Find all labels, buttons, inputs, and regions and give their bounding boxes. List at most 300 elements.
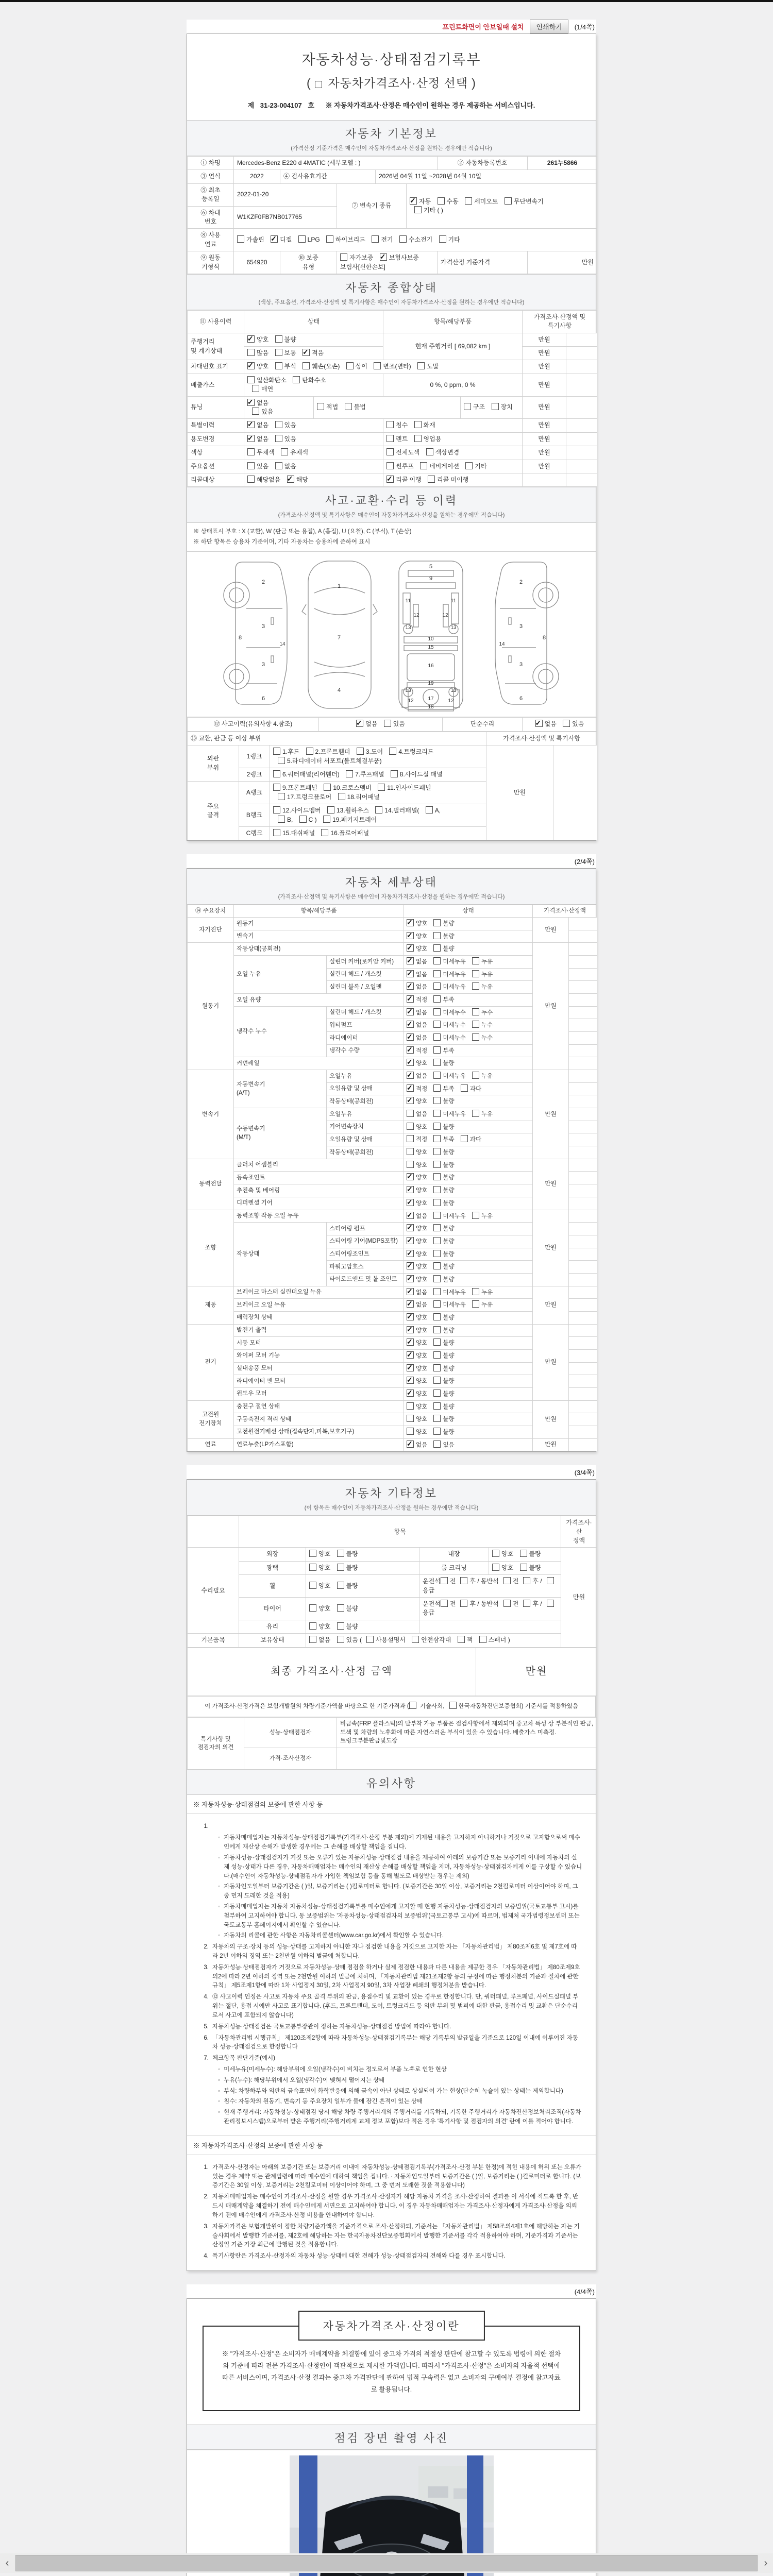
form-cell: 만원	[523, 460, 566, 473]
notice-item: 2. 자동차매매업자는 매수인이 가격조사·산정을 원할 경우 가격조사·산정자가 해당 자동차 가격을 조사·산정하여 결과를 이 서식에 적도록 한 후, 반드시 매매계약을 체결하기 전에 매수인에게 서면으로 고지하여야 합니다. 이 경우 자동차매매업자는 가격조사·산정자에게 가격조사·산정을 의뢰하기 전에 매수인에게 가격조사·산정 비용을 안내하여야 합니다.	[204, 2194, 579, 2218]
notice-bullet: ◦ 자동차매매업자는 자동차 자동차성능·상태점검기록부를 매수인에게 고지할 때 현행 자동차성능·상태점검자의 보증범위(국토교통부 고시)를 첨부하여 고지하여야 합니다. 동 보증범위는 '자동차성능·상태점검자의 보증범위'(국토교통부 고시)에 따르며, 법제처 국가법령정보센터 또는 국토교통부 홈페이지에서 확인할 수 있습니다.	[218, 1903, 580, 1928]
form-cell: ⑭ 주요장치	[188, 905, 234, 918]
form-cell: 작동상태(공회전)	[327, 1146, 404, 1159]
diagram-part-number: 19	[427, 681, 434, 687]
form-cell: ✓ 없음 미세누유 누유	[404, 1286, 533, 1299]
diagram-part-number: 12	[447, 698, 454, 704]
checkbox-icon	[433, 1148, 441, 1155]
form-cell: 2022	[234, 170, 280, 183]
form-cell: 오일 유량	[234, 994, 404, 1007]
form-cell: 만원	[523, 396, 566, 419]
checkbox-icon	[472, 1110, 479, 1117]
form-cell: 구동축전지 격리 상태	[234, 1413, 404, 1426]
form-cell: 커먼레일	[234, 1057, 404, 1070]
car-damage-diagram	[187, 552, 596, 717]
checkbox-icon	[337, 1636, 344, 1643]
form-cell: 외판 부위	[188, 745, 239, 782]
checkbox-icon	[281, 448, 288, 455]
final-price-label: 최종 가격조사·산정 금액	[188, 1648, 476, 1696]
form-cell: 만원	[528, 251, 597, 274]
form-cell: 변속기	[188, 1070, 234, 1159]
form-cell: Mercedes-Benz E220 d 4MATIC (세부모델 : )	[234, 157, 438, 170]
diagram-part-number: 12	[413, 613, 419, 619]
checkbox-icon	[309, 1564, 316, 1571]
form-cell: 구조 장치	[461, 396, 523, 419]
scrollbar-thumb[interactable]	[15, 2555, 758, 2571]
notice-item: 1. 가격조사·산정자는 아래의 보증기간 또는 보증거리 이내에 자동차성능·상태점검기록부(가격조사·산정 부분 한정)에 적힌 내용에 허위 또는 오류가 있는 경우 계약 또는 관계법령에 따라 매수인에 대하여 책임을 집니다. · 자동차인도일부터 보증기간은 ( )일, 보증거리는 ( )킬로미터로 합니다. (보증기간은 30일 이상, 보증거리는 2천킬로미터 이상이어야 하며, 그 중 먼저 도래한 것을 적용합니다)	[204, 2164, 582, 2189]
form-cell	[569, 1400, 597, 1413]
form-cell: 양호 불량	[306, 1561, 419, 1574]
form-cell: ✓ 없음 있음	[244, 432, 383, 446]
checkbox-icon	[407, 1275, 414, 1282]
form-cell	[569, 1121, 597, 1133]
checkbox-icon	[407, 1033, 414, 1041]
diagram-part-number: 4	[337, 687, 341, 694]
checkbox-icon	[433, 1084, 441, 1092]
document-column	[187, 2, 596, 2576]
checkbox-icon	[273, 748, 280, 755]
form-cell: 만원	[533, 1210, 569, 1286]
form-cell	[569, 1248, 597, 1261]
checkbox-icon	[407, 1313, 414, 1320]
form-cell: 적정 부족 과다	[404, 1133, 533, 1146]
checkbox-icon	[438, 197, 445, 205]
page-strip-2	[187, 854, 596, 868]
form-cell	[569, 956, 597, 969]
checkbox-icon	[407, 1059, 414, 1066]
form-cell	[569, 1197, 597, 1210]
diagram-part-number: 8	[238, 635, 242, 641]
form-cell: 비금속(FRP 플라스틱)의 탈부착 가능 부품은 점검사항에서 제외되며 중고차 특성 상 부분적인 판금, 도색 및 차량의 노후화에 따른 자연스러운 부식이 있을 수 있습니다. 배출가스 미측정.트렁크부분판금및도장	[337, 1718, 597, 1748]
checkbox-icon	[278, 816, 285, 823]
form-cell: ✓자동 수동 세미오토 무단변속기 기타 ( )	[407, 183, 597, 229]
checkbox-icon	[407, 1046, 414, 1054]
form-cell: 만원	[523, 347, 566, 360]
checkbox-icon	[247, 362, 255, 369]
form-cell	[569, 1108, 597, 1121]
diagram-part-number: 9	[429, 575, 432, 582]
form-cell: 렌트 영업용	[383, 432, 523, 446]
section-accident-header	[187, 487, 596, 523]
page-marker-4: (4/4쪽)	[574, 2287, 595, 2296]
form-cell: ✓ 양호 불량	[404, 1172, 533, 1184]
form-cell: ✓ 없음 있음	[404, 1438, 533, 1451]
checkbox-icon	[407, 1250, 414, 1257]
form-cell: 와이퍼 모터 기능	[234, 1349, 404, 1362]
table-row	[188, 396, 597, 419]
form-cell	[569, 1057, 597, 1070]
section-notice-header	[187, 1770, 596, 1795]
form-cell: 가격·조사산정자	[244, 1748, 337, 1770]
checkbox-icon	[380, 253, 387, 261]
checkbox-icon	[503, 1600, 511, 1607]
form-cell: ✓양호 불량	[244, 333, 383, 346]
form-cell: ✓ 양호 불량	[404, 1261, 533, 1274]
notice-item: 4. 특기사항란은 가격조사·산정자의 자동차 성능·상태에 대한 견해가 성능·상태점검자의 견해와 다를 경우 표시합니다.	[204, 2253, 506, 2260]
form-cell: 만원	[533, 918, 569, 943]
checkbox-icon	[520, 1550, 527, 1557]
form-cell: ✓없음 있음	[244, 396, 314, 419]
checkbox-icon	[386, 448, 394, 455]
checkbox-icon	[433, 1059, 441, 1066]
form-cell: ✓ 양호 불량	[404, 1235, 533, 1248]
form-cell: 상태	[244, 310, 383, 333]
form-cell: 1랭크	[239, 745, 270, 768]
form-cell: ✓ 양호 불량	[404, 943, 533, 956]
form-cell: ✓ 적정 부족	[404, 994, 533, 1007]
form-cell: 자가보증 ✓보험사보증 보험사[신한손보]	[337, 251, 438, 274]
table-row	[188, 251, 597, 274]
section-title: 유의사항	[366, 1777, 416, 1790]
section-overall-header	[187, 274, 596, 310]
form-cell	[566, 419, 597, 432]
form-cell: 만원	[533, 943, 569, 1070]
checkbox-icon	[407, 982, 414, 990]
checkbox-icon	[433, 944, 441, 952]
form-cell	[569, 1133, 597, 1146]
checkbox-icon	[433, 1186, 441, 1193]
checkbox-icon	[479, 1636, 486, 1643]
form-cell: 없음 미세누유 누유	[404, 1108, 533, 1121]
form-cell: ✓ 양호 불량	[404, 1184, 533, 1197]
checkbox-icon	[366, 1636, 374, 1643]
checkbox-icon	[407, 1135, 414, 1142]
checkbox-icon	[407, 1377, 414, 1384]
checkbox-icon	[399, 235, 407, 243]
form-cell	[569, 1273, 597, 1286]
form-cell: ✓ 양호 불량	[404, 1362, 533, 1375]
form-cell: 오일 누유	[234, 956, 327, 994]
form-cell: ✓ 리콜 이행 리콜 미이행	[383, 473, 523, 486]
form-cell: ✓ 양호 불량	[404, 1223, 533, 1235]
form-cell: ✓ 적정 부족	[404, 1044, 533, 1057]
form-cell	[569, 1438, 597, 1451]
form-cell: 양호 불량	[404, 1426, 533, 1438]
form-cell	[569, 1070, 597, 1083]
form-cell: ✓ 양호 부식 훼손(오손) 상이 변조(변타) 도말	[244, 360, 523, 374]
form-cell: 양호 불량	[306, 1620, 419, 1633]
section-note: (색상, 주요옵션, 가격조사·산정액 및 특기사항은 매수인이 자동차가격조사·산정을 원하는 경우에만 적습니다)	[258, 299, 525, 306]
form-cell: 0 %, 0 ppm, 0 %	[383, 374, 523, 396]
table-row	[188, 1400, 597, 1413]
checkbox-icon	[472, 1033, 479, 1041]
scroll-right-arrow-icon[interactable]: ›	[764, 2557, 768, 2569]
checkbox-icon	[293, 376, 300, 383]
form-cell: 튜닝	[188, 396, 244, 419]
form-cell: ✓ 양호 불량	[404, 1349, 533, 1362]
form-cell: 고전원 전기장치	[188, 1400, 234, 1438]
checkbox-icon	[407, 1300, 414, 1308]
checkbox-icon	[407, 1389, 414, 1397]
form-cell: 만원	[533, 1286, 569, 1324]
form-cell	[569, 1337, 597, 1350]
checkbox-icon	[303, 349, 310, 356]
checkbox-icon	[337, 1622, 344, 1630]
checkbox-icon	[433, 1377, 441, 1384]
form-cell: ⑪ 사용이력	[188, 310, 244, 333]
checkbox-icon	[357, 748, 364, 755]
checkbox-icon	[407, 970, 414, 977]
checkbox-icon	[309, 1604, 316, 1612]
checkbox-icon	[407, 1097, 414, 1104]
form-cell: 자기진단	[188, 918, 234, 943]
form-cell: 침수 화재	[383, 419, 523, 432]
checkbox-icon	[433, 1237, 441, 1244]
form-cell: 워터펌프	[327, 1019, 404, 1032]
form-cell: ✓ 없음 미세누수 누수	[404, 1006, 533, 1019]
form-cell	[569, 930, 597, 943]
form-cell: 654920	[234, 251, 280, 274]
form-cell: 타이로드엔드 및 볼 조인트	[327, 1273, 404, 1286]
form-cell: 전기	[188, 1324, 234, 1400]
form-cell	[569, 918, 597, 930]
diagram-part-number: 8	[542, 635, 546, 641]
form-cell	[569, 1387, 597, 1400]
checkbox-icon	[273, 784, 280, 791]
table-row	[188, 1548, 597, 1561]
checkbox-icon	[247, 462, 255, 469]
checkbox-icon	[563, 720, 570, 727]
checkbox-icon	[407, 1440, 414, 1448]
checkbox-icon	[407, 1161, 414, 1168]
checkbox-icon	[384, 720, 391, 727]
form-cell: 261누5866	[528, 157, 597, 170]
form-cell	[566, 446, 597, 460]
checkbox-icon	[309, 1550, 316, 1557]
checkbox-icon	[433, 1008, 441, 1015]
form-cell: 라디에이터	[327, 1032, 404, 1045]
checkbox-icon	[375, 806, 382, 814]
form-cell: A랭크	[239, 782, 270, 804]
form-cell	[569, 1299, 597, 1312]
scroll-left-arrow-icon[interactable]: ‹	[5, 2557, 9, 2569]
checkbox-icon	[433, 1097, 441, 1104]
checkbox-icon	[433, 1262, 441, 1269]
form-cell: 실내송풍 모터	[234, 1362, 404, 1375]
section-title: 자동차 종합상태	[345, 281, 438, 294]
checkbox-icon	[273, 770, 280, 777]
checkbox-icon	[247, 448, 255, 455]
table-row	[188, 745, 597, 768]
checkbox-icon	[374, 362, 381, 369]
checkbox-icon	[407, 995, 414, 1003]
section-etc-header	[187, 1480, 596, 1516]
checkbox-icon	[433, 1250, 441, 1257]
form-cell: 배출가스	[188, 374, 244, 396]
checkbox-icon	[247, 421, 255, 428]
checkbox-icon	[407, 1148, 414, 1155]
form-cell	[419, 1620, 561, 1633]
section-title: 자동차 세부상태	[345, 876, 438, 889]
table-row	[188, 460, 597, 473]
checkbox-icon	[407, 1173, 414, 1180]
checkbox-icon	[247, 399, 255, 406]
form-cell	[566, 473, 597, 486]
form-cell: 양호 불량	[404, 1413, 533, 1426]
form-cell: 등속죠인트	[234, 1172, 404, 1184]
form-cell: 시동 모터	[234, 1337, 404, 1350]
checkbox-icon	[505, 197, 512, 205]
form-cell: 원동기	[234, 918, 404, 930]
checkbox-icon	[433, 982, 441, 990]
form-cell: 만원	[523, 419, 566, 432]
checkbox-icon	[410, 197, 417, 205]
inspector-opinion-table	[187, 1717, 597, 1770]
form-cell: 내장	[419, 1548, 489, 1561]
form-cell	[569, 1324, 597, 1337]
form-cell: ✓ 없음 있음	[244, 419, 383, 432]
form-cell: 특기사항 및 점검자의 의견	[188, 1718, 244, 1770]
form-cell	[569, 1235, 597, 1248]
page-strip-4	[187, 2284, 596, 2298]
form-cell: 기본품목	[188, 1634, 239, 1647]
form-cell: 실린더 헤드 / 개스킷	[327, 1006, 404, 1019]
form-cell: 12.사이드멤버 13.휠하우스 14.필러패널( A, B, C ) 19.패키지트레이	[270, 804, 486, 827]
diagram-part-number: 17	[427, 696, 434, 702]
section-photos-header	[187, 2425, 596, 2450]
form-cell: 만원	[523, 360, 566, 374]
form-cell: ✓ 양호 불량	[404, 1095, 533, 1108]
checkbox-icon	[323, 816, 330, 823]
table-row	[188, 1634, 597, 1647]
form-cell: 리콜대상	[188, 473, 244, 486]
etc-info-table	[187, 1516, 597, 1647]
notice-pricing-title: ※ 자동차가격조사·산정의 보증에 관한 사항 등	[187, 2136, 596, 2155]
form-cell: 광택	[239, 1561, 306, 1574]
form-cell: 만원	[523, 446, 566, 460]
form-cell	[569, 1223, 597, 1235]
checkbox-icon	[407, 1351, 414, 1359]
checkbox-icon	[338, 793, 345, 800]
price-definition-body: ※ "가격조사·산정"은 소비자가 매매계약을 체결함에 있어 중고차 가격의 적절성 판단에 참고할 수 있도록 법령에 의한 절차와 기준에 따라 전문 가격조사·산정인이 객관적으로 제시한 가액입니다. 따라서 "가격조사·산정"은 소비자의 자율적 선택에 따른 서비스이며, 가격조사·산정 결과는 중고차 가격판단에 관하여 법적 구속력은 없고 소비자의 구매여부 결정에 참고자료로 활용됩니다.	[222, 2350, 561, 2394]
checkbox-icon	[547, 1600, 554, 1607]
checkbox-icon	[503, 1577, 511, 1584]
diagram-part-number: 16	[427, 663, 434, 669]
page-4	[187, 2298, 596, 2576]
form-cell	[569, 1082, 597, 1095]
checkbox-icon	[433, 1364, 441, 1371]
form-cell	[569, 1019, 597, 1032]
form-cell: 클러치 어셈블리	[234, 1159, 404, 1172]
checkbox-icon	[433, 1313, 441, 1320]
form-cell: 실린더 커버(로커암 커버)	[327, 956, 404, 969]
form-cell: 주요옵션	[188, 460, 244, 473]
form-cell: 양호 불량	[404, 1400, 533, 1413]
checkbox-icon	[433, 1072, 441, 1079]
form-cell	[566, 396, 597, 419]
checkbox-icon	[433, 1021, 441, 1028]
table-row	[188, 905, 597, 918]
form-cell: 냉각수 수량	[327, 1044, 404, 1057]
form-cell	[569, 1413, 597, 1426]
checkbox-icon	[472, 1008, 479, 1015]
form-cell	[566, 432, 597, 446]
checkbox-icon	[472, 970, 479, 977]
diagram-part-number: 3	[519, 662, 523, 668]
form-cell	[569, 1375, 597, 1388]
checkbox-icon	[321, 829, 328, 836]
form-cell	[566, 460, 597, 473]
table-row	[188, 1286, 597, 1299]
form-cell	[337, 1748, 597, 1770]
checkbox-icon	[386, 476, 394, 483]
form-cell: ③ 연식	[188, 170, 234, 183]
form-cell: 냉각수 누수	[234, 1006, 327, 1057]
diagram-part-number: 3	[261, 623, 265, 630]
table-row	[188, 333, 597, 346]
form-cell	[569, 1006, 597, 1019]
checkbox-icon	[407, 1415, 414, 1422]
checkbox-icon	[492, 1564, 499, 1571]
form-cell: 원동기	[188, 943, 234, 1070]
checkbox-icon	[414, 206, 422, 213]
form-cell: 주요 골격	[188, 782, 239, 840]
checkbox-icon	[271, 235, 278, 243]
form-cell: 적법 불법	[314, 396, 461, 419]
checkbox-icon	[433, 932, 441, 939]
checkbox-icon	[428, 476, 435, 483]
form-cell: 추진축 및 베어링	[234, 1184, 404, 1197]
checkbox-icon	[315, 81, 322, 88]
table-row	[188, 446, 597, 460]
checkbox-icon	[433, 1415, 441, 1422]
form-cell: 작동상태(공회전)	[327, 1095, 404, 1108]
horizontal-scrollbar[interactable]	[0, 2553, 773, 2573]
form-cell: 발전기 출력	[234, 1324, 404, 1337]
form-cell: 윈도우 모터	[234, 1387, 404, 1400]
checkbox-icon	[433, 1224, 441, 1231]
form-cell	[523, 473, 566, 486]
install-print-link[interactable]: 프린트화면이 안보일때 설치	[442, 23, 524, 31]
notice-pricing-list	[187, 2155, 596, 2270]
form-cell: 작동상태	[234, 1223, 327, 1286]
form-cell: ⑧ 사용 연료	[188, 229, 234, 251]
form-cell	[569, 1146, 597, 1159]
form-cell: ✓ 양호 불량	[404, 1375, 533, 1388]
form-cell: 휠	[239, 1575, 306, 1598]
checkbox-icon	[460, 1600, 467, 1607]
table-row	[188, 310, 597, 333]
checkbox-icon	[372, 235, 379, 243]
detail-condition-table	[187, 905, 597, 1451]
form-cell	[188, 1516, 239, 1548]
diagram-part-number: 2	[519, 579, 523, 586]
form-cell: W1KZF0FB7NB017765	[234, 206, 337, 229]
table-row	[188, 1718, 597, 1748]
checkbox-icon	[433, 1389, 441, 1397]
diagram-part-number: 1	[337, 583, 341, 590]
diagram-part-number: 3	[519, 623, 523, 630]
print-button[interactable]: 인쇄하기	[530, 20, 568, 33]
checkbox-icon	[275, 421, 282, 428]
checkbox-icon	[492, 403, 499, 410]
form-cell: 오일유량 및 상태	[327, 1082, 404, 1095]
form-cell: 동력조향 작동 오일 누유	[234, 1210, 404, 1223]
notice-bullet: ◦ 자동차의 리콜에 관한 사항은 자동차리콜센터(www.car.go.kr)에서 확인할 수 있습니다.	[218, 1933, 444, 1939]
checkbox-icon	[433, 1046, 441, 1054]
checkbox-icon	[461, 1084, 468, 1092]
notice-bullet: ◦ 자동차인도일부터 보증기간은 ( )일, 보증거리는 ( )킬로미터로 합니다. (보증기간은 30일 이상, 보증거리는 2천킬로미터 이상이어야 하며, 그 중 먼저 도래한 것을 적용)	[218, 1884, 578, 1900]
form-cell: 운전석 전 후 / 동반석 전 후 /응급	[419, 1598, 561, 1620]
form-cell: 특별이력	[188, 419, 244, 432]
checkbox-icon	[306, 748, 313, 755]
checkbox-icon	[441, 1577, 448, 1584]
form-cell: 가격산정 기준가격	[438, 251, 528, 274]
form-cell: 수리필요	[188, 1548, 239, 1634]
diagram-part-number: 14	[498, 641, 505, 648]
form-cell: 만원	[523, 333, 566, 346]
checkbox-icon	[346, 770, 353, 777]
